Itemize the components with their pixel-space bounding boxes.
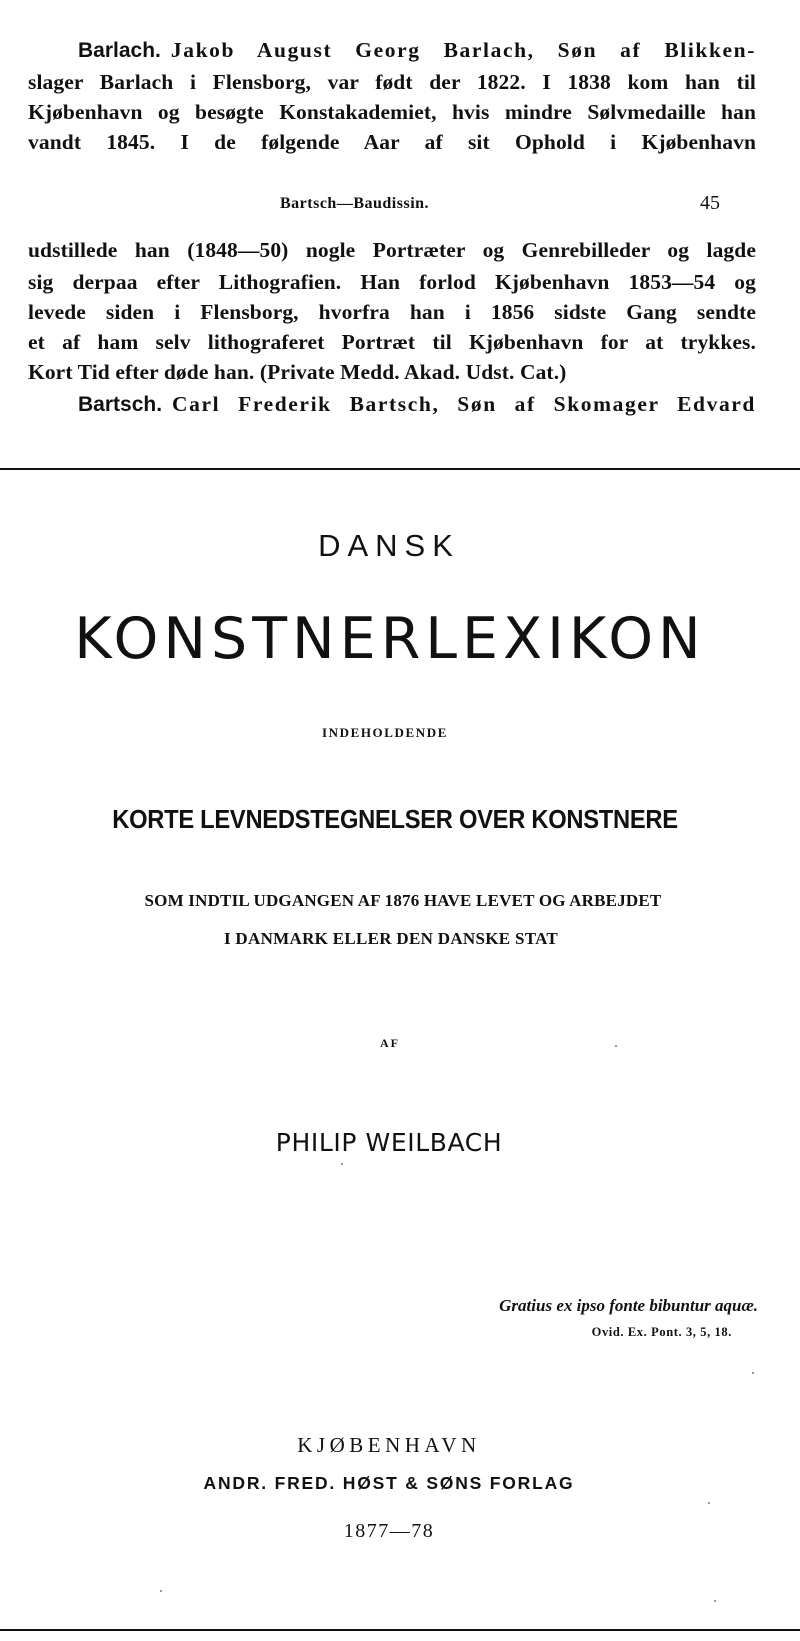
excerpt-line-3: Kjøbenhavn og besøgte Konstakademiet, hvis mindre Sølvmedaille han	[28, 100, 756, 124]
title-af: AF	[380, 1036, 400, 1050]
imprint-city: KJØBENHAVN	[297, 1433, 481, 1457]
excerpt-line-text: Carl Frederik Bartsch, Søn af Skomager Edvard	[172, 392, 756, 416]
print-speck	[615, 1045, 617, 1047]
author-name: PHILIP WEILBACH	[275, 1128, 503, 1157]
title-indeholdende: INDEHOLDENDE	[321, 725, 449, 740]
entry-name-bartsch: Bartsch.	[78, 393, 163, 416]
entry-name-barlach: Barlach.	[78, 39, 161, 62]
excerpt-line-10	[78, 392, 756, 417]
print-speck	[714, 1600, 716, 1602]
excerpt-line-6: sig derpaa efter Lithografien. Han forlod Kjøbenhavn 1853—54 og	[28, 270, 756, 294]
title-dansk: DANSK	[318, 528, 460, 563]
epigraph-source: Ovid. Ex. Pont. 3, 5, 18.	[591, 1325, 732, 1339]
print-speck	[341, 1163, 343, 1165]
title-subtitle: KORTE LEVNEDSTEGNELSER OVER KONSTNERE	[112, 806, 678, 834]
title-scope-line-2: I DANMARK ELLER DEN DANSKE STAT	[223, 929, 559, 948]
main-title: KONSTNERLEXIKON	[74, 606, 706, 672]
excerpt-line-text: Jakob August Georg Barlach, Søn af Blikken-	[170, 38, 756, 62]
excerpt-line-1	[78, 38, 756, 63]
excerpt-line-2: slager Barlach i Flensborg, var født der 1822. I 1838 kom han til	[28, 70, 756, 94]
page-number: 45	[700, 192, 720, 214]
print-speck	[160, 1590, 162, 1592]
excerpt-line-5: udstillede han (1848—50) nogle Portræter og Genrebilleder og lagde	[28, 238, 756, 262]
running-head: Bartsch—Baudissin.	[280, 195, 430, 212]
imprint-publisher: ANDR. FRED. HØST & SØNS FORLAG	[203, 1473, 575, 1493]
page-divider	[0, 468, 800, 470]
print-speck	[752, 1372, 754, 1374]
imprint-year: 1877—78	[343, 1520, 435, 1542]
dictionary-excerpt	[0, 0, 800, 470]
excerpt-line-7: levede siden i Flensborg, hvorfra han i 1856 sidste Gang sendte	[28, 300, 756, 324]
bottom-rule	[0, 1629, 800, 1631]
excerpt-line-9: Kort Tid efter døde han. (Private Medd. Akad. Udst. Cat.)	[28, 360, 567, 384]
print-speck	[708, 1502, 710, 1504]
excerpt-line-4: vandt 1845. I de følgende Aar af sit Ophold i Kjøbenhavn	[28, 130, 756, 154]
title-scope-line-1: SOM INDTIL UDGANGEN AF 1876 HAVE LEVET OG ARBEJDET	[144, 891, 662, 910]
epigraph: Gratius ex ipso fonte bibuntur aquæ.	[499, 1296, 758, 1315]
excerpt-line-8: et af ham selv lithograferet Portræt til Kjøbenhavn for at trykkes.	[28, 330, 756, 354]
